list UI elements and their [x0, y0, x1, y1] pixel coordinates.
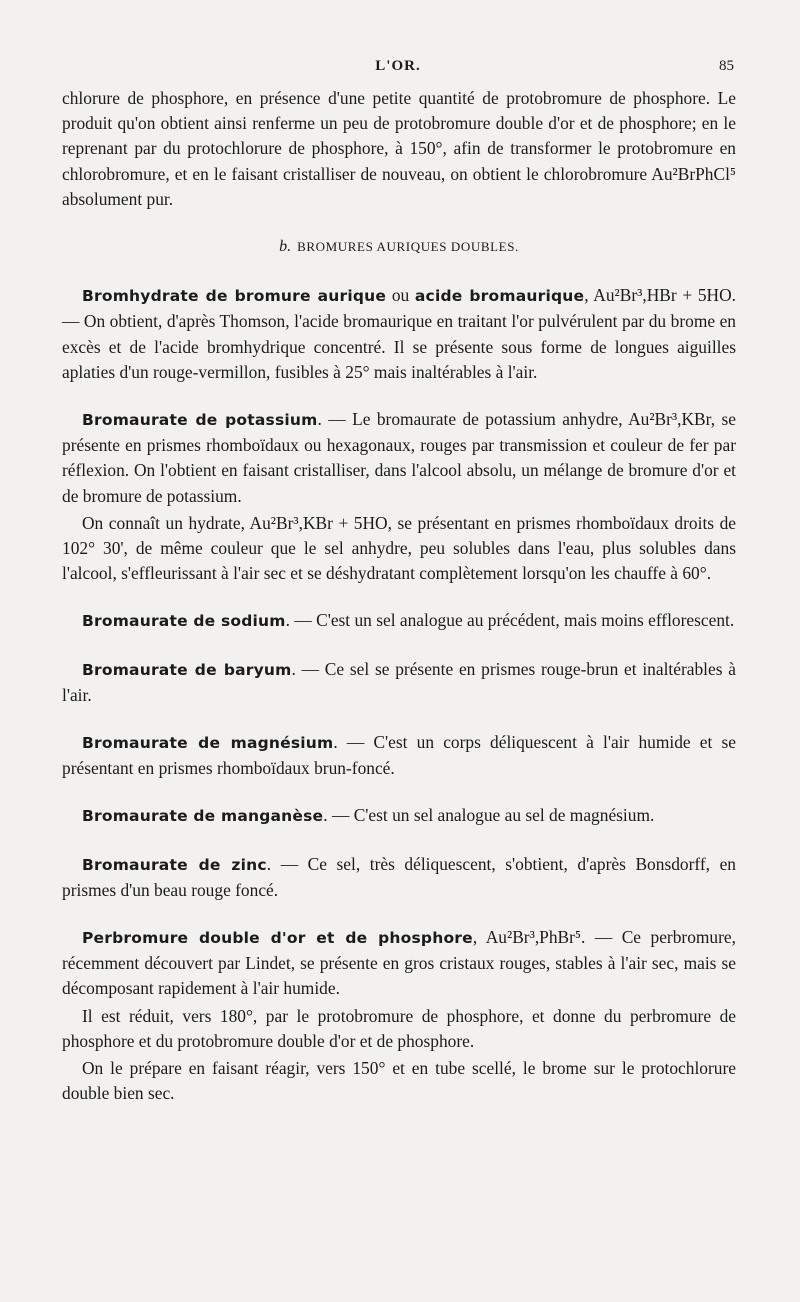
entry-heading: Bromaurate de manganèse — [82, 807, 324, 826]
entry-perbromure-double — [62, 925, 736, 1106]
entry-paragraph — [62, 852, 736, 903]
section-title: BROMURES AURIQUES DOUBLES. — [297, 239, 519, 255]
intro-paragraph: chlorure de phosphore, en présence d'une petite quantité de protobromure de phosphore. Le produit qu'on obtient ainsi renferme un peu de protobromure double d'or et de phosphore; en le reprenant par du protochlorure de phosphore, à 150°, afin de transformer le protobromure en chlorobromure, et en le faisant cristalliser de nouveau, on obtient le chlorobromure Au²BrPhCl⁵ absolument pur. — [62, 88, 736, 209]
entry-paragraph-3: On le prépare en faisant réagir, vers 150° et en tube scellé, le brome sur le protochlorure double bien sec. — [62, 1058, 736, 1104]
entry-text: , Au²Br³,HBr + 5HO. — On obtient, d'après Thomson, l'acide bromaurique en traitant l'or pulvérulent par du brome en excès et de l'acide bromhydrique concentré. Il se présente sous forme de longues aiguilles aplaties d'un rouge-vermillon, fusibles à 25° mais inaltérables à l'air. — [62, 285, 736, 382]
section-heading — [62, 234, 736, 259]
entry-text: . — Ce sel se présente en prismes rouge-brun et inaltérables à l'air. — [62, 658, 736, 705]
entry-bromaurate-magnesium — [62, 730, 736, 781]
page-number: 85 — [719, 58, 734, 74]
entry-heading: Bromaurate de magnésium — [82, 734, 334, 753]
entry-heading: Bromaurate de sodium — [82, 612, 286, 631]
entry-bromaurate-zinc — [62, 852, 736, 903]
entry-paragraph — [62, 283, 736, 385]
entry-paragraph — [62, 657, 736, 708]
entry-text: . — C'est un sel analogue au sel de magnésium. — [323, 805, 655, 826]
entry-heading: Bromaurate de zinc — [82, 855, 267, 874]
entry-bromaurate-manganese — [62, 803, 736, 829]
entry-paragraph — [62, 608, 736, 634]
entry-heading: Bromaurate de potassium — [82, 411, 318, 430]
entry-text: , Au²Br³,PhBr⁵. — Ce perbromure, récemment découvert par Lindet, se présente en gros cristaux rouges, stables à l'air sec, mais se décomposant rapidement à l'air humide. — [62, 927, 736, 999]
entry-paragraph-2: Il est réduit, vers 180°, par le protobromure de phosphore, et donne du perbromure de phosphore et du protobromure double d'or et de phosphore. — [62, 1005, 736, 1051]
entry-connector: ou — [386, 285, 415, 306]
entry-heading: Bromaurate de baryum — [82, 660, 292, 679]
section-letter: b. — [279, 238, 292, 256]
entry-heading: Bromhydrate de bromure aurique — [82, 287, 387, 306]
entry-heading: Perbromure double d'or et de phosphore — [82, 929, 473, 948]
entry-acide-bromaurique — [62, 283, 736, 385]
entry-bromaurate-baryum — [62, 657, 736, 708]
entry-text: . — C'est un sel analogue au précédent, mais moins efflorescent. — [285, 610, 735, 631]
entry-text: . — C'est un corps déliquescent à l'air humide et se présentant en prismes rhomboïdaux brun-foncé. — [62, 732, 736, 779]
entry-paragraph — [62, 730, 736, 781]
entry-text: . — Ce sel, très déliquescent, s'obtient, d'après Bonsdorff, en prismes d'un beau rouge foncé. — [62, 853, 736, 900]
entry-heading-alt: acide bromaurique — [414, 287, 585, 306]
entry-bromaurate-sodium — [62, 608, 736, 634]
running-header — [62, 58, 734, 82]
entry-bromaurate-potassium — [62, 407, 736, 586]
entry-paragraph-2: On connaît un hydrate, Au²Br³,KBr + 5HO, se présentant en prismes rhomboïdaux droits de 102° 30', de même couleur que le sel anhydre, peu solubles dans l'eau, plus solubles dans l'alcool, s'effleurissant à l'air sec et se déshydratant complètement lorsqu'on les chauffe à 60°. — [62, 512, 736, 584]
entry-paragraph — [62, 407, 736, 509]
running-title: L'OR. — [375, 58, 421, 74]
page-body — [62, 86, 736, 1107]
entry-paragraph — [62, 803, 736, 829]
entry-text: . — Le bromaurate de potassium anhydre, Au²Br³,KBr, se présente en prismes rhomboïdaux ou hexagonaux, rouges par transmission et couleur de fer par réflexion. On l'obtient en faisant cristalliser, dans l'alcool absolu, un mélange de bromure d'or et de bromure de potassium. — [62, 409, 736, 506]
entry-paragraph — [62, 925, 736, 1002]
